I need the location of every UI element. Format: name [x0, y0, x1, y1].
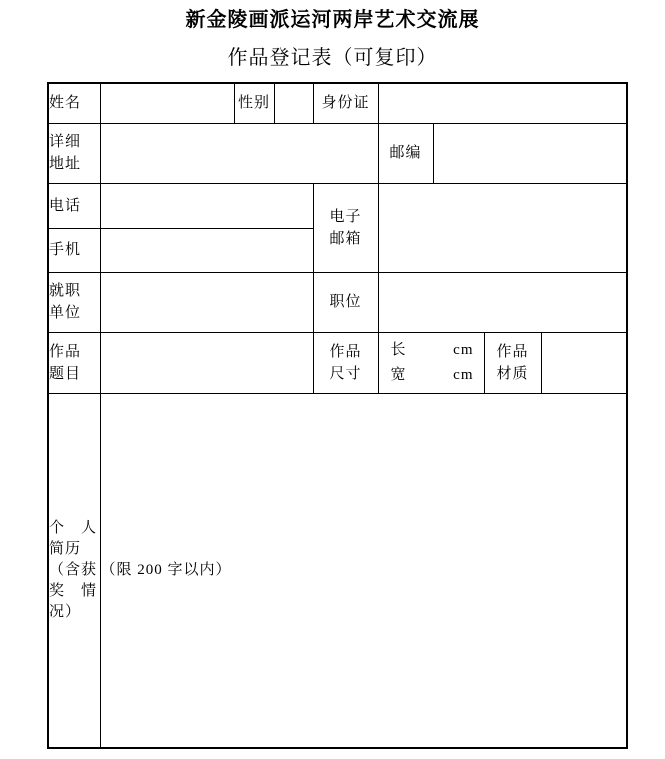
length-label: 长: [390, 341, 407, 358]
email-label: 电子 邮箱: [313, 183, 378, 272]
mobile-input-cell[interactable]: [100, 228, 313, 272]
gender-label: 性别: [234, 83, 274, 123]
employer-label: 就职 单位: [48, 272, 100, 332]
resume-label: 个 人 简历 （含获 奖 情 况）: [48, 393, 100, 748]
name-label: 姓名: [48, 83, 100, 123]
length-unit: cm: [453, 341, 474, 358]
table-row: [48, 183, 627, 228]
page-subtitle: 作品登记表（可复印）: [227, 47, 438, 69]
gender-input-cell[interactable]: [274, 83, 313, 123]
employer-input-cell[interactable]: [100, 272, 313, 332]
postal-input-cell[interactable]: [433, 123, 627, 183]
work-title-input-cell[interactable]: [100, 332, 313, 393]
work-title-label: 作品 题目: [48, 332, 100, 393]
work-size-input-cell[interactable]: [378, 332, 484, 393]
name-input-cell[interactable]: [100, 83, 234, 123]
page-title: 新金陵画派运河两岸艺术交流展: [185, 9, 480, 31]
phone-input-cell[interactable]: [100, 183, 313, 228]
material-label: 作品 材质: [484, 332, 541, 393]
width-unit: cm: [453, 366, 474, 383]
id-card-input-cell[interactable]: [378, 83, 627, 123]
table-row: [48, 393, 627, 748]
resume-input-cell[interactable]: [100, 393, 627, 748]
address-label: 详细 地址: [48, 123, 100, 183]
table-row: [48, 123, 627, 183]
length-line[interactable]: [379, 338, 484, 363]
postal-label: 邮编: [378, 123, 433, 183]
table-row: [48, 83, 627, 123]
position-input-cell[interactable]: [378, 272, 627, 332]
address-input-cell[interactable]: [100, 123, 378, 183]
mobile-label: 手机: [48, 228, 100, 272]
registration-table: [47, 82, 628, 749]
resume-limit-note: （限 200 字以内）: [100, 562, 232, 579]
phone-label: 电话: [48, 183, 100, 228]
width-line[interactable]: [379, 363, 484, 388]
material-input-cell[interactable]: [541, 332, 627, 393]
table-row: [48, 332, 627, 393]
id-card-label: 身份证: [313, 83, 378, 123]
position-label: 职位: [313, 272, 378, 332]
table-row: [48, 272, 627, 332]
width-label: 宽: [390, 366, 407, 383]
email-input-cell[interactable]: [378, 183, 627, 272]
work-size-label: 作品 尺寸: [313, 332, 378, 393]
